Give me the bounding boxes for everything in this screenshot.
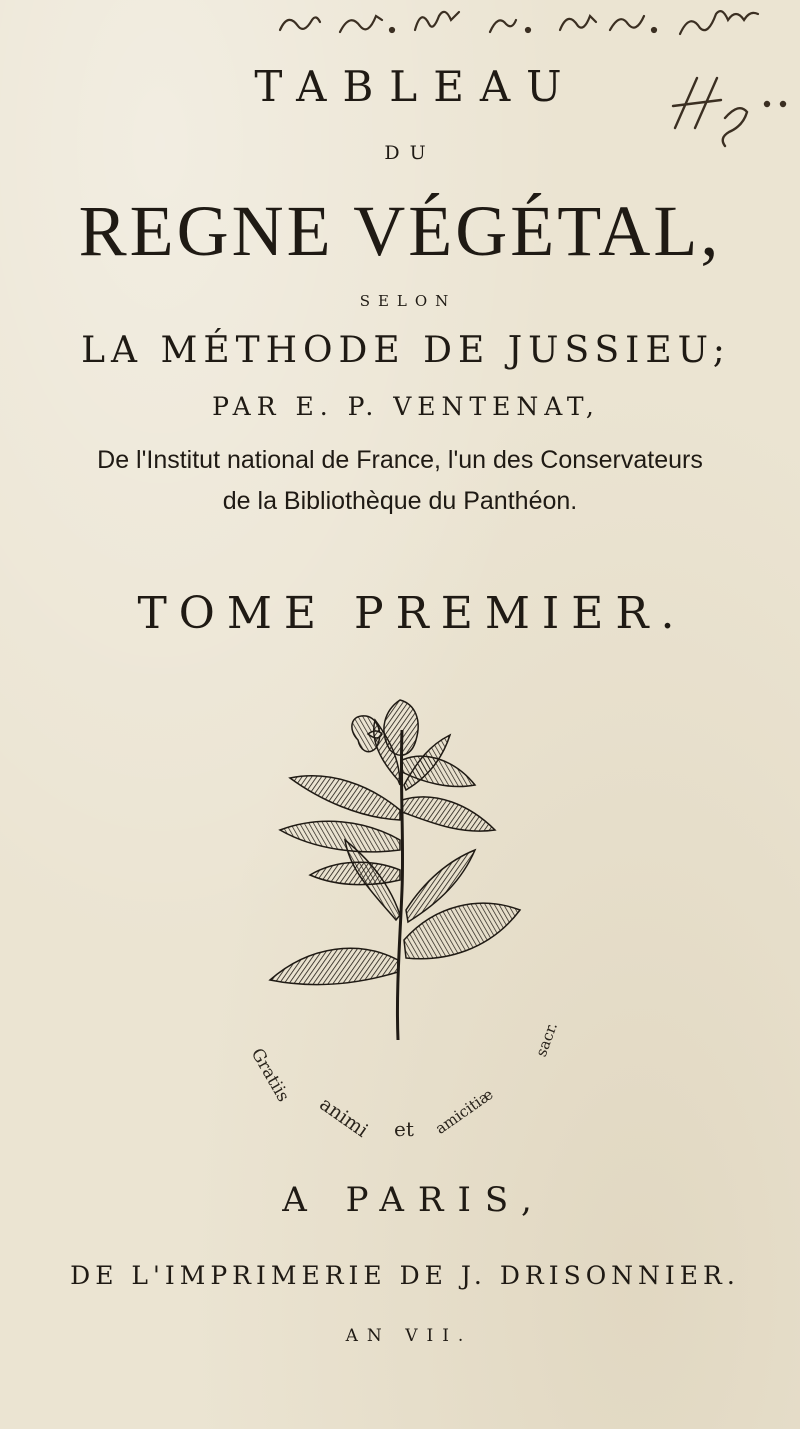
vignette-motto	[246, 1005, 562, 1145]
imprint-printer: DE L'IMPRIMERIE DE J. DRISONNIER.	[70, 1261, 740, 1290]
handwritten-inscription-icon	[270, 0, 800, 44]
motto-word-gratiis: Gratiis	[246, 1045, 294, 1106]
author-affiliation-line-2: de la Bibliothèque du Panthéon.	[222, 487, 578, 515]
title-line-tableau: TABLEAU	[254, 62, 578, 111]
title-connector: DU	[384, 142, 436, 164]
motto-word-amicitiae: amicitiæ	[432, 1085, 497, 1138]
volume-label: TOME PREMIER.	[137, 588, 687, 639]
author-line: PAR E. P. VENTENAT,	[212, 392, 600, 421]
subtitle-method: LA MÉTHODE DE JUSSIEU;	[81, 330, 731, 371]
subtitle-selon: SELON	[359, 292, 457, 310]
motto-word-animi: animi	[315, 1093, 373, 1142]
motto-word-et: et	[394, 1117, 414, 1141]
plant-vignette-icon	[250, 690, 550, 1050]
motto-word-sacr: sacr.	[532, 1019, 562, 1060]
imprint-place: A PARIS,	[282, 1180, 546, 1220]
author-affiliation-line-1: De l'Institut national de France, l'un des Conservateurs	[97, 446, 703, 474]
title-line-regne-vegetal: REGNE VÉGÉTAL,	[78, 191, 722, 271]
imprint-year: AN VII.	[345, 1326, 473, 1346]
